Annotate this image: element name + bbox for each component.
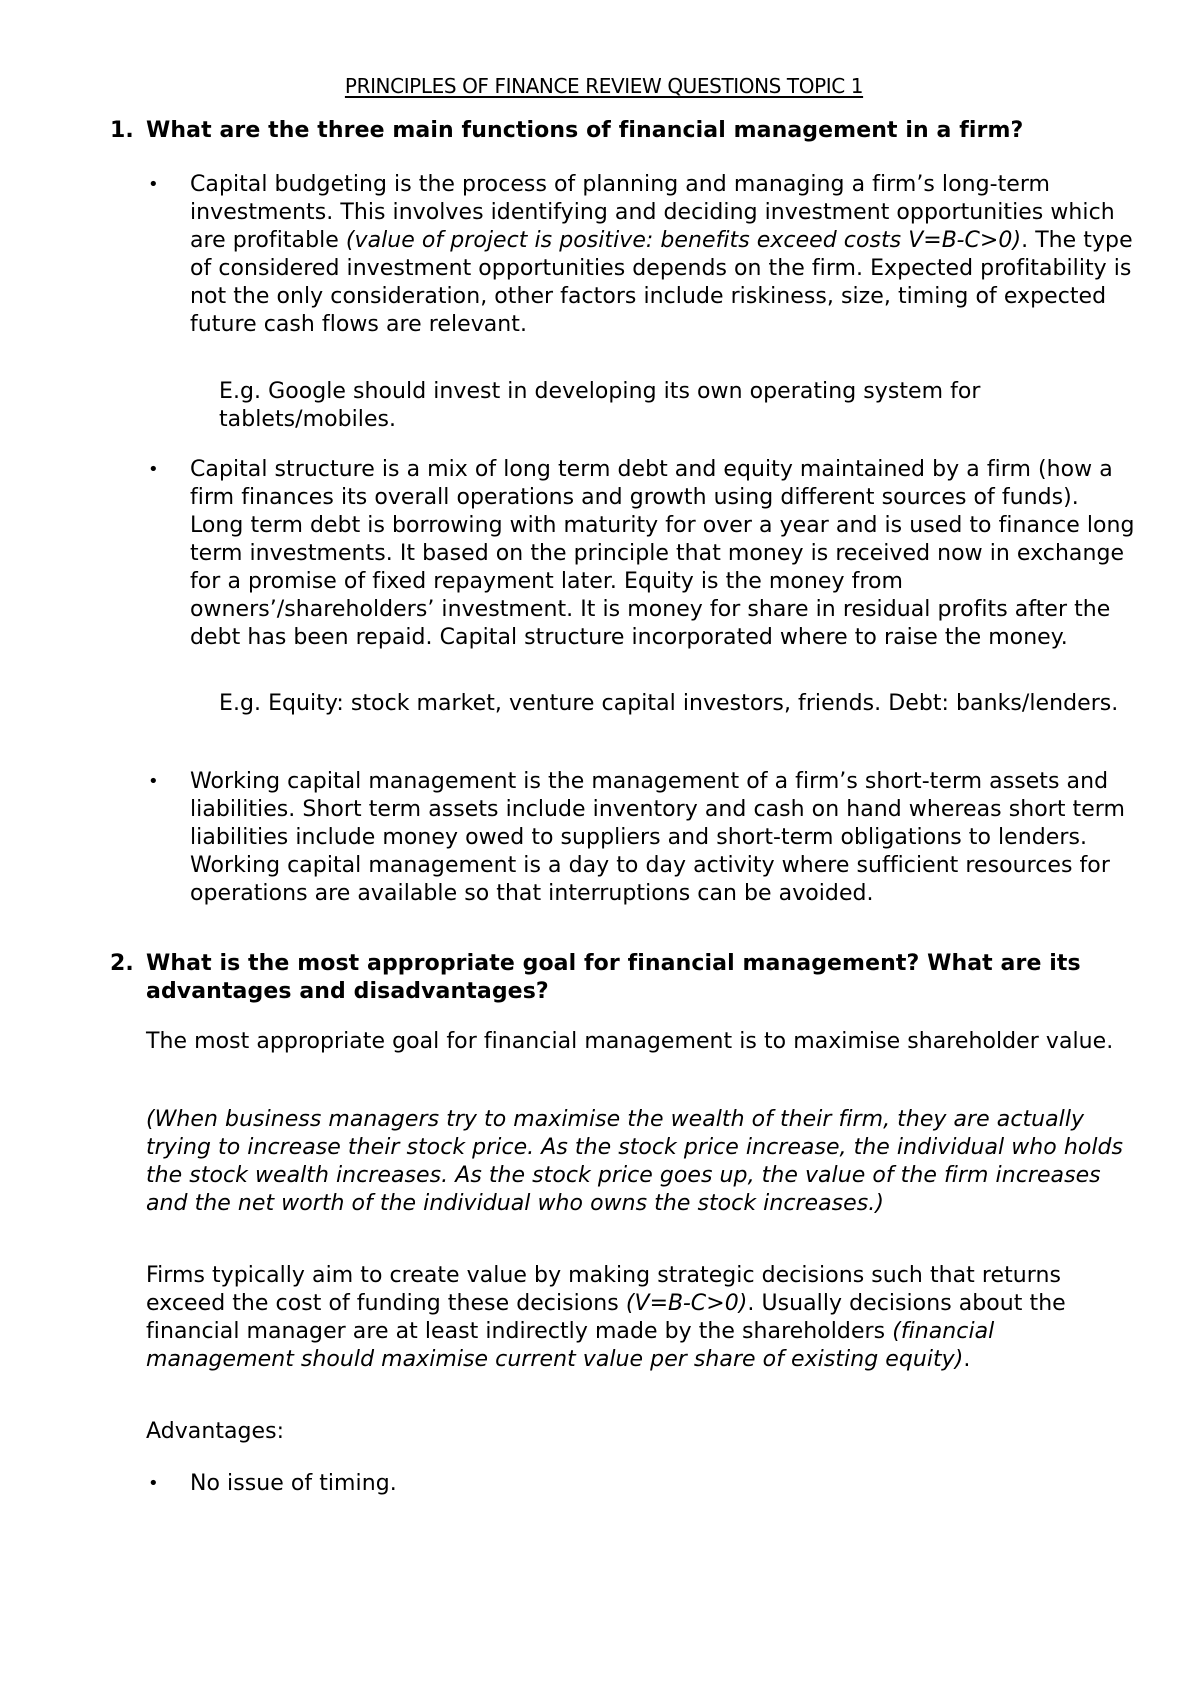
bullet-text-italic: (value of project is positive: benefits exceed costs V=B-C>0) [345,228,1022,253]
bullet-text [190,171,1138,339]
bullet-marker: • [148,1473,159,1494]
answer-paragraph: The most appropriate goal for financial management is to maximise shareholder value. [146,1029,1114,1054]
bullet-advantage [148,1470,1138,1498]
example-google: E.g. Google should invest in developing its own operating system for tablets/mobiles. [219,379,981,432]
question-number: 1. [110,118,134,143]
question-1 [110,117,1130,145]
bullet-capital-structure [148,456,1138,652]
bullet-capital-budgeting [148,171,1138,339]
document-title: PRINCIPLES OF FINANCE REVIEW QUESTIONS TOPIC 1 [344,74,864,98]
paragraph-text-part: . Usually decisions about the financial manager are at least indirectly made by the shareholders [146,1291,1066,1344]
bullet-marker: • [148,459,159,480]
advantages-label: Advantages: [146,1419,285,1444]
paragraph-text-part: Firms typically aim to create value by making strategic decisions such that returns exceed the cost of funding these decisions [146,1263,1061,1316]
bullet-text: Capital structure is a mix of long term debt and equity maintained by a firm (how a firm finances its overall operations and growth using different sources of funds). Long term debt is borrowing with maturity for over a year and is used to finance long term investments. It based on the principle that money is received now in exchange for a promise of fixed repayment later. Equity is the money from owners’/shareholders’ investment. It is money for share in residual profits after the debt has been repaid. Capital structure incorporated where to raise the money. [190,457,1135,650]
question-2 [110,950,1130,1006]
paragraph-text-italic: (financial management should maximise current value per share of existing equity) [146,1319,995,1372]
bullet-text: No issue of timing. [190,1471,397,1496]
bullet-marker: • [148,174,159,195]
italic-note-paragraph: (When business managers try to maximise the wealth of their firm, they are actually trying to increase their stock price. As the stock price increase, the individual who holds the stock wealth increases. As the stock price goes up, the value of the firm increases and the net worth of the individual who owns the stock increases.) [146,1107,1124,1216]
bullet-marker: • [148,771,159,792]
example-equity-debt: E.g. Equity: stock market, venture capital investors, friends. Debt: banks/lenders. [219,691,1119,716]
paragraph-text-italic: (V=B-C>0) [625,1291,748,1316]
bullet-working-capital [148,768,1138,908]
question-number: 2. [110,951,134,976]
value-creation-paragraph [146,1262,1136,1374]
bullet-text-part: Capital budgeting is the process of planning and managing a firm’s long-term investments. This involves identifying and deciding investment opportunities which are profitable [190,172,1115,253]
question-text: What are the three main functions of financial management in a firm? [146,118,1024,143]
paragraph-text-part: . [963,1347,971,1372]
question-text: What is the most appropriate goal for financial management? What are its advantages and disadvantages? [146,951,1081,1004]
bullet-text: Working capital management is the management of a firm’s short-term assets and liabilities. Short term assets include inventory and cash on hand whereas short term liabilities include money owed to suppliers and short-term obligations to lenders. Working capital management is a day to day activity where sufficient resources for operations are available so that interruptions can be avoided. [190,769,1125,906]
bullet-text-part: . The type of considered investment opportunities depends on the firm. Expected profitability is not the only consideration, other factors include riskiness, size, timing of expected future cash flows are relevant. [190,228,1133,337]
